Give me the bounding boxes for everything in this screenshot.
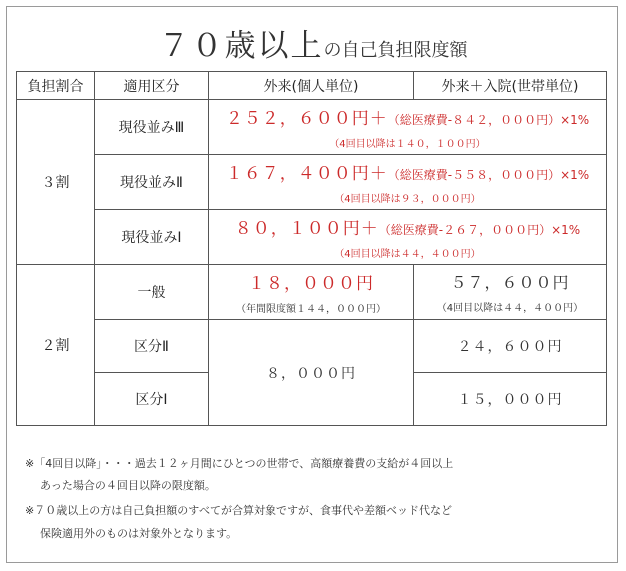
category-cell: 現役並みⅢ	[95, 100, 209, 155]
outpatient-amount: １８，０００円	[248, 274, 374, 294]
title-sub: の自己負担限度額	[323, 40, 468, 61]
header-category: 適用区分	[95, 72, 209, 100]
outpatient-cell	[209, 265, 414, 320]
amount-cell	[209, 155, 607, 210]
amount-formula: （総医療費-８４２，０００円）×1%	[387, 113, 590, 127]
header-row	[17, 72, 607, 100]
amount-base: １６７，４００円＋	[225, 164, 388, 184]
note-line: あった場合の４回目以降の限度額。	[40, 479, 216, 492]
page-title	[0, 20, 626, 65]
header-ratio: 負担割合	[17, 72, 95, 100]
table-row	[17, 320, 607, 373]
table-row	[17, 265, 607, 320]
ratio-cell-3: ３割	[17, 100, 95, 265]
table-row	[17, 100, 607, 155]
category-cell: 区分Ⅱ	[95, 320, 209, 373]
header-outpatient: 外来(個人単位)	[209, 72, 414, 100]
amount-formula: （総医療費-５５８，０００円）×1%	[387, 168, 590, 182]
category-cell: 一般	[95, 265, 209, 320]
amount-cell	[209, 100, 607, 155]
amount-cell	[209, 210, 607, 265]
household-cell	[414, 265, 607, 320]
amount-sub: （4回目以降は１４０，１００円）	[329, 139, 486, 150]
note-line: ※７０歳以上の方は自己負担額のすべてが合算対象ですが、食事代や差額ベッド代など	[25, 504, 452, 517]
amount-sub: （4回目以降は９３，０００円）	[334, 194, 481, 205]
note-line: ※「4回目以降」・・・過去１２ヶ月間にひとつの世帯で、高額療養費の支給が４回以上	[25, 457, 454, 470]
household-cell: ２４，６００円	[414, 320, 607, 373]
amount-base: ８０，１００円＋	[234, 219, 379, 239]
ratio-cell-2: ２割	[17, 265, 95, 426]
category-cell: 区分Ⅰ	[95, 373, 209, 426]
amount-base: ２５２，６００円＋	[225, 109, 388, 129]
header-household: 外来＋入院(世帯単位)	[414, 72, 607, 100]
limit-table	[16, 71, 607, 426]
household-cell: １５，０００円	[414, 373, 607, 426]
category-cell: 現役並みⅡ	[95, 155, 209, 210]
table-row	[17, 210, 607, 265]
amount-formula: （総医療費-２６７，０００円）×1%	[378, 223, 581, 237]
title-main: ７０歳以上	[158, 28, 324, 64]
low-outpatient-cell: ８，０００円	[209, 320, 414, 426]
table-row	[17, 155, 607, 210]
category-cell: 現役並みⅠ	[95, 210, 209, 265]
outpatient-sub: （年間限度額１４４，０００円）	[236, 304, 386, 315]
amount-sub: （4回目以降は４４，４００円）	[334, 249, 481, 260]
household-sub: （4回目以降は４４，４００円）	[436, 303, 584, 314]
note-line: 保険適用外のものは対象外となります。	[40, 527, 238, 540]
household-amount: ５７，６００円	[450, 273, 570, 292]
